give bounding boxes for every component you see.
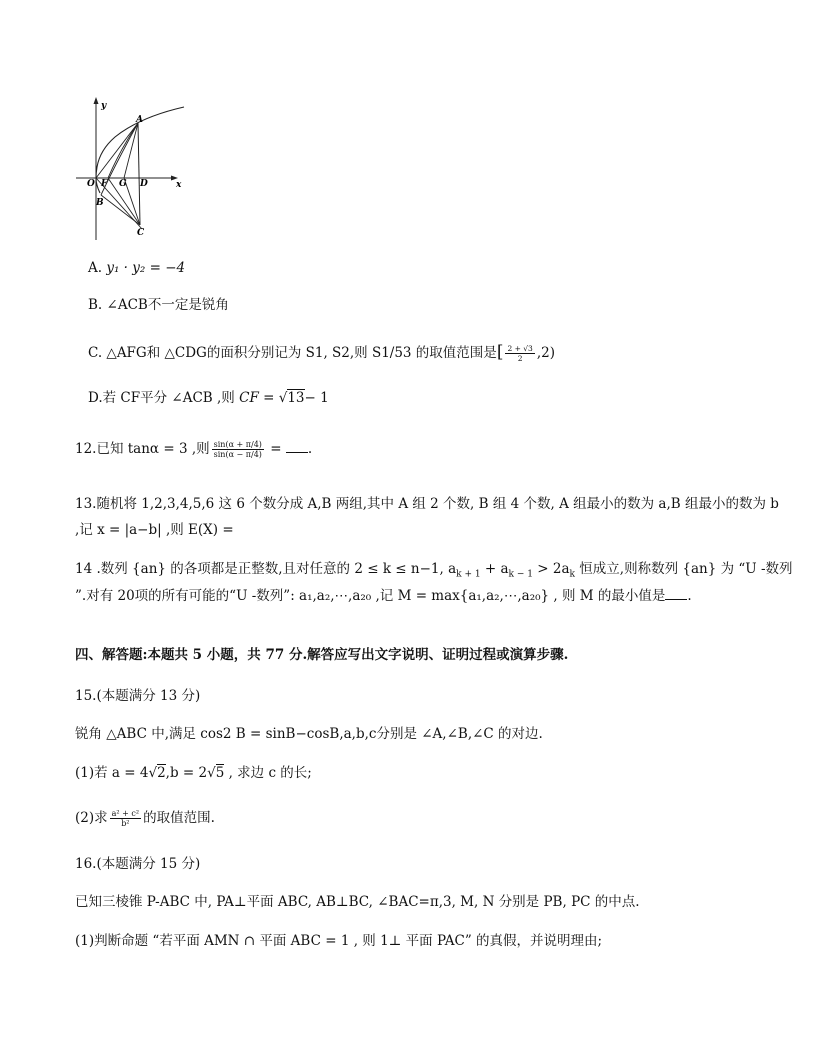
- y-axis-arrow: [94, 97, 99, 104]
- option-c: C. △AFG和 △CDG的面积分别记为 S1, S2,则 S1/53 的取值范围是[ $\frac{2 + √3}{2}$ ,2): [88, 342, 555, 363]
- q12-prefix: 12.已知 tanα = 3 ,则: [75, 441, 210, 457]
- question-16-title: 16.(本题满分 15 分): [75, 856, 201, 872]
- label-x: x: [176, 180, 182, 190]
- q12-end: .: [307, 441, 313, 457]
- q14-line2-text: ”.对有 20项的所有可能的“U -数列”: a₁,a₂,⋯,a₂₀ ,记 M = max{a₁,a₂,⋯,a₂₀} , 则 M 的最小值是: [75, 588, 666, 604]
- option-d-radicand: 13: [287, 390, 305, 406]
- q14-text-a: 14 .数列 {an} 的各项都是正整数,且对任意的 2 ≤ k ≤ n−1, a: [75, 561, 457, 577]
- question-15-stem: 锐角 △ABC 中,满足 cos2 B = sinB−cosB,a,b,c分别是 ∠A,∠B,∠C 的对边.: [75, 726, 543, 742]
- option-c-suffix: ,2): [536, 345, 555, 361]
- q14-text-c: > 2a: [533, 561, 570, 577]
- question-14-line1: [75, 560, 793, 584]
- label-A: A: [136, 115, 143, 125]
- question-12: [75, 440, 312, 459]
- question-13-line2: ,记 x = |a−b| ,则 E(X) =: [75, 522, 234, 538]
- label-C: C: [137, 228, 145, 238]
- line-OA: [96, 123, 138, 178]
- question-13-line1: 13.随机将 1,2,3,4,5,6 这 6 个数分成 A,B 两组,其中 A 组 2 个数, B 组 4 个数, A 组最小的数为 a,B 组最小的数为 b: [75, 496, 779, 512]
- label-G: G: [119, 179, 127, 189]
- label-D: D: [140, 179, 148, 189]
- parabola-figure: [70, 95, 200, 245]
- line-AG: [124, 123, 138, 178]
- q15-p1-b: ,b = 2√: [165, 765, 216, 781]
- option-c-frac-num: 2 + √3: [507, 344, 533, 353]
- option-c-fraction: [505, 344, 534, 363]
- option-a-label: A.: [88, 260, 107, 276]
- q15-p2-num: a² + c²: [111, 809, 140, 818]
- label-O: O: [87, 179, 95, 189]
- label-y: y: [101, 101, 107, 111]
- q14-text-d: 恒成立,则称数列 {an} 为 “U -数列: [575, 561, 793, 577]
- q15-p2-prefix: (2)求: [75, 810, 108, 826]
- question-15-title: 15.(本题满分 13 分): [75, 688, 201, 704]
- option-b: B. ∠ACB不一定是锐角: [88, 297, 229, 313]
- question-16-part1: (1)判断命题 “若平面 AMN ∩ 平面 ABC = 1 , 则 1⊥ 平面 PAC” 的真假，并说明理由;: [75, 933, 603, 949]
- q14-sub3: k: [569, 569, 576, 580]
- q15-p2-fraction: [110, 809, 141, 828]
- option-d: [88, 389, 329, 407]
- option-d-math-eq: = √: [258, 390, 288, 406]
- q15-p2-suffix: 的取值范围.: [143, 810, 215, 826]
- option-c-text: C. △AFG和 △CDG的面积分别记为 S1, S2,则 S1/53 的取值范围是: [88, 345, 497, 361]
- q12-equals: =: [265, 441, 286, 457]
- option-d-math-lhs: CF: [239, 390, 259, 406]
- q12-den: sin(α − π/4): [213, 450, 262, 459]
- option-a-math: y₁ · y₂ = −4: [106, 260, 186, 276]
- option-d-tail: − 1: [304, 390, 329, 406]
- q14-text-b: + a: [480, 561, 509, 577]
- answer-blank: [286, 440, 308, 453]
- q15-p1-c: , 求边 c 的长;: [224, 765, 312, 781]
- question-15-part2: [75, 809, 215, 828]
- q14-line2-end: .: [687, 588, 692, 604]
- label-F: F: [101, 179, 108, 189]
- q14-sub2: k − 1: [508, 569, 533, 580]
- question-14-line2: [75, 587, 692, 605]
- q15-p2-den: b²: [121, 819, 130, 828]
- option-d-text: D.若 CF平分 ∠ACB ,则: [88, 390, 240, 406]
- q15-p1-a: (1)若 a = 4√: [75, 765, 158, 781]
- option-c-frac-den: 2: [517, 354, 523, 363]
- q14-sub1: k + 1: [456, 569, 481, 580]
- option-a: [88, 259, 185, 277]
- q15-p1-rad1: 2: [157, 765, 166, 781]
- q15-p1-rad2: 5: [215, 765, 225, 781]
- question-15-part1: [75, 764, 312, 782]
- q12-num: sin(α + π/4): [213, 440, 262, 449]
- answer-blank: [665, 587, 687, 600]
- q12-fraction: [212, 440, 264, 459]
- section-heading: 四、解答题:本题共 5 小题，共 77 分.解答应写出文字说明、证明过程或演算步骤.: [75, 647, 569, 663]
- label-B: B: [96, 198, 104, 208]
- line-AC: [138, 123, 140, 225]
- question-16-stem: 已知三棱锥 P-ABC 中, PA⊥平面 ABC, AB⊥BC, ∠BAC=π,3, M, N 分别是 PB, PC 的中点.: [75, 894, 640, 910]
